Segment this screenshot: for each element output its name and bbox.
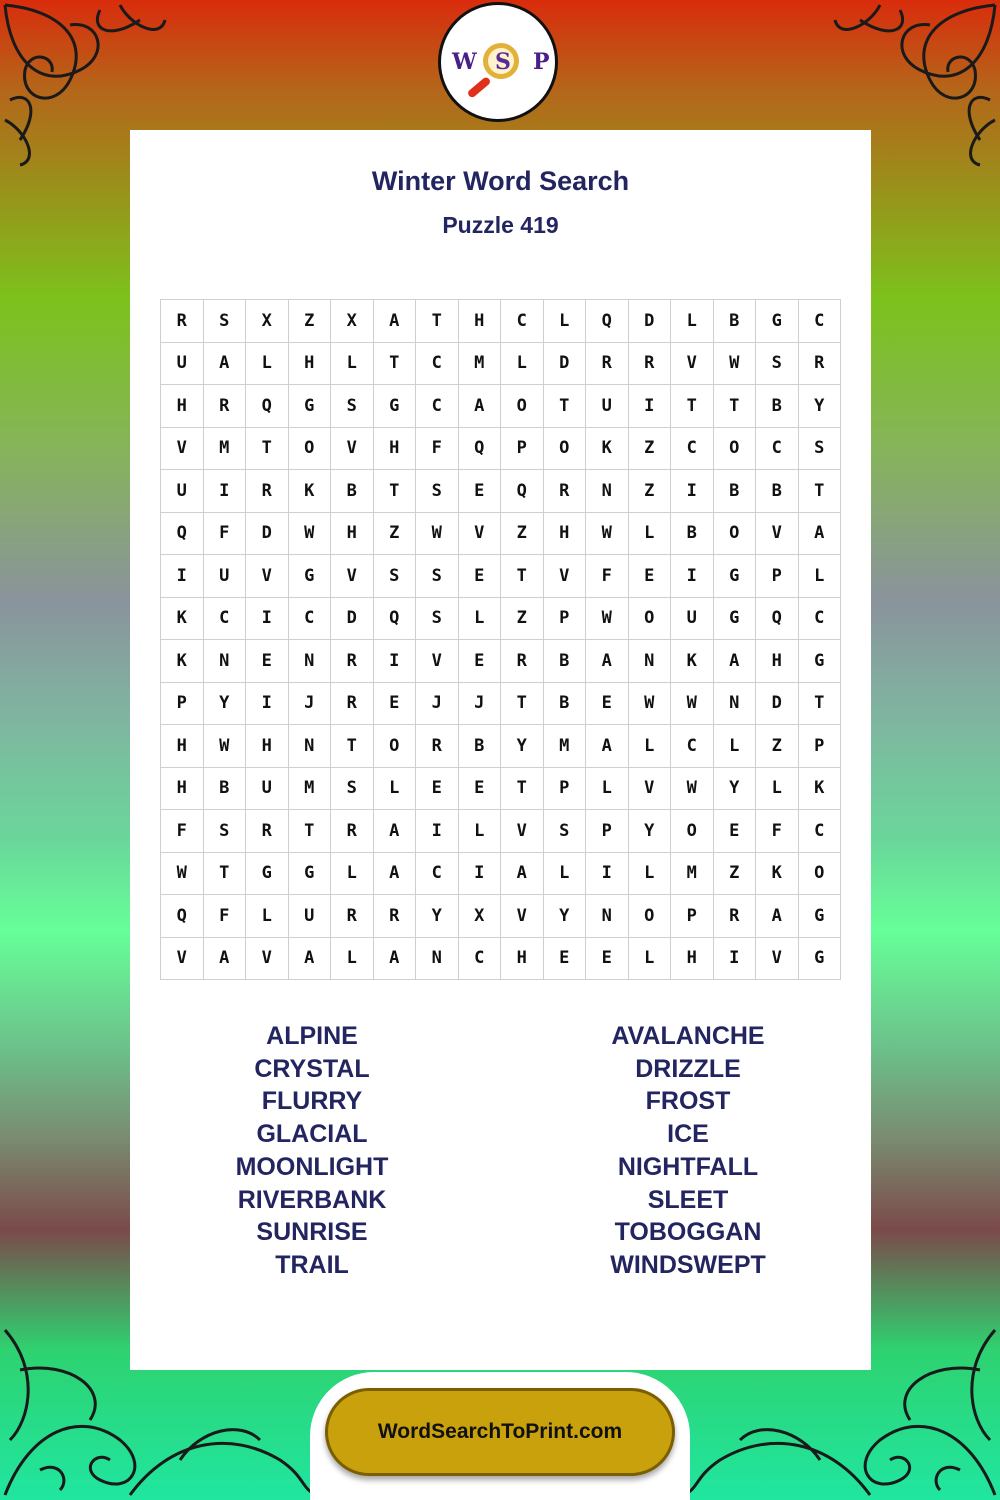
- grid-cell[interactable]: L: [629, 938, 672, 981]
- grid-cell[interactable]: P: [501, 428, 544, 471]
- grid-cell[interactable]: H: [459, 300, 502, 343]
- grid-cell[interactable]: C: [671, 428, 714, 471]
- grid-cell[interactable]: R: [331, 810, 374, 853]
- grid-cell[interactable]: H: [501, 938, 544, 981]
- grid-cell[interactable]: R: [799, 343, 842, 386]
- grid-cell[interactable]: R: [629, 343, 672, 386]
- grid-cell[interactable]: L: [544, 300, 587, 343]
- grid-cell[interactable]: Y: [416, 895, 459, 938]
- grid-cell[interactable]: N: [629, 640, 672, 683]
- grid-cell[interactable]: T: [714, 385, 757, 428]
- grid-cell[interactable]: X: [459, 895, 502, 938]
- grid-cell[interactable]: R: [204, 385, 247, 428]
- grid-cell[interactable]: D: [629, 300, 672, 343]
- grid-cell[interactable]: L: [246, 343, 289, 386]
- grid-cell[interactable]: V: [629, 768, 672, 811]
- grid-cell[interactable]: N: [586, 470, 629, 513]
- grid-cell[interactable]: O: [374, 725, 417, 768]
- grid-cell[interactable]: C: [671, 725, 714, 768]
- word-list-item: SUNRISE: [256, 1218, 368, 1247]
- logo-letter-p: P: [533, 49, 550, 75]
- grid-cell[interactable]: G: [289, 853, 332, 896]
- grid-cell[interactable]: Y: [629, 810, 672, 853]
- grid-cell[interactable]: B: [714, 470, 757, 513]
- grid-cell[interactable]: G: [714, 598, 757, 641]
- grid-cell[interactable]: P: [671, 895, 714, 938]
- puzzle-sheet: [130, 130, 871, 1370]
- grid-cell[interactable]: L: [756, 768, 799, 811]
- word-list-item: RIVERBANK: [237, 1185, 387, 1214]
- grid-cell[interactable]: N: [204, 640, 247, 683]
- grid-cell[interactable]: K: [799, 768, 842, 811]
- grid-cell[interactable]: C: [756, 428, 799, 471]
- grid-cell[interactable]: H: [756, 640, 799, 683]
- grid-cell[interactable]: G: [289, 385, 332, 428]
- grid-cell[interactable]: Q: [246, 385, 289, 428]
- word-list-item: DRIZZLE: [635, 1054, 741, 1083]
- grid-cell[interactable]: U: [161, 470, 204, 513]
- word-list-item: TRAIL: [275, 1250, 349, 1279]
- grid-cell[interactable]: P: [799, 725, 842, 768]
- word-list-item: TOBOGGAN: [614, 1218, 762, 1247]
- word-list-right-column: [538, 1020, 838, 1282]
- grid-cell[interactable]: D: [544, 343, 587, 386]
- grid-cell[interactable]: R: [331, 895, 374, 938]
- magnifier-handle-icon: [467, 76, 492, 99]
- grid-cell[interactable]: U: [246, 768, 289, 811]
- website-link-button[interactable]: WordSearchToPrint.com: [325, 1388, 675, 1476]
- grid-cell[interactable]: N: [714, 683, 757, 726]
- grid-cell[interactable]: M: [459, 343, 502, 386]
- grid-cell[interactable]: E: [714, 810, 757, 853]
- grid-cell[interactable]: R: [586, 343, 629, 386]
- grid-cell[interactable]: I: [459, 853, 502, 896]
- grid-cell[interactable]: S: [416, 470, 459, 513]
- grid-cell[interactable]: W: [161, 853, 204, 896]
- grid-cell[interactable]: O: [714, 513, 757, 556]
- grid-cell[interactable]: M: [671, 853, 714, 896]
- grid-cell[interactable]: Z: [289, 300, 332, 343]
- grid-cell[interactable]: Y: [714, 768, 757, 811]
- grid-cell[interactable]: Q: [756, 598, 799, 641]
- grid-cell[interactable]: G: [799, 938, 842, 981]
- grid-cell[interactable]: S: [331, 768, 374, 811]
- grid-cell[interactable]: T: [544, 385, 587, 428]
- grid-cell[interactable]: Z: [629, 470, 672, 513]
- grid-cell[interactable]: U: [586, 385, 629, 428]
- grid-cell[interactable]: F: [204, 895, 247, 938]
- grid-cell[interactable]: D: [756, 683, 799, 726]
- grid-cell[interactable]: T: [374, 470, 417, 513]
- word-list-item: NIGHTFALL: [617, 1152, 759, 1181]
- grid-cell[interactable]: R: [501, 640, 544, 683]
- word-list-item: AVALANCHE: [611, 1022, 765, 1050]
- grid-cell[interactable]: C: [416, 343, 459, 386]
- grid-cell[interactable]: A: [374, 853, 417, 896]
- grid-cell[interactable]: L: [331, 343, 374, 386]
- grid-cell[interactable]: L: [246, 895, 289, 938]
- grid-cell[interactable]: Z: [501, 513, 544, 556]
- grid-cell[interactable]: A: [289, 938, 332, 981]
- grid-cell[interactable]: W: [586, 598, 629, 641]
- grid-cell[interactable]: H: [331, 513, 374, 556]
- grid-cell[interactable]: T: [204, 853, 247, 896]
- grid-cell[interactable]: C: [289, 598, 332, 641]
- grid-cell[interactable]: Z: [374, 513, 417, 556]
- grid-cell[interactable]: L: [331, 938, 374, 981]
- grid-cell[interactable]: V: [416, 640, 459, 683]
- grid-cell[interactable]: D: [331, 598, 374, 641]
- grid-cell[interactable]: V: [501, 895, 544, 938]
- grid-cell[interactable]: E: [586, 938, 629, 981]
- grid-cell[interactable]: G: [799, 895, 842, 938]
- grid-cell[interactable]: R: [714, 895, 757, 938]
- grid-cell[interactable]: I: [714, 938, 757, 981]
- grid-cell[interactable]: I: [161, 555, 204, 598]
- grid-cell[interactable]: B: [756, 470, 799, 513]
- grid-cell[interactable]: A: [459, 385, 502, 428]
- grid-cell[interactable]: F: [204, 513, 247, 556]
- grid-cell[interactable]: O: [799, 853, 842, 896]
- grid-cell[interactable]: V: [501, 810, 544, 853]
- grid-cell[interactable]: U: [204, 555, 247, 598]
- grid-cell[interactable]: H: [161, 725, 204, 768]
- grid-cell[interactable]: R: [331, 683, 374, 726]
- grid-cell[interactable]: O: [289, 428, 332, 471]
- grid-cell[interactable]: C: [799, 300, 842, 343]
- grid-cell[interactable]: T: [331, 725, 374, 768]
- grid-cell[interactable]: A: [586, 725, 629, 768]
- grid-cell[interactable]: H: [374, 428, 417, 471]
- grid-cell[interactable]: L: [331, 853, 374, 896]
- grid-cell[interactable]: H: [289, 343, 332, 386]
- grid-cell[interactable]: T: [799, 683, 842, 726]
- grid-cell[interactable]: S: [331, 385, 374, 428]
- grid-cell[interactable]: C: [459, 938, 502, 981]
- grid-cell[interactable]: K: [161, 640, 204, 683]
- grid-cell[interactable]: W: [416, 513, 459, 556]
- grid-cell[interactable]: Y: [501, 725, 544, 768]
- word-list-item: WINDSWEPT: [610, 1250, 766, 1279]
- grid-cell[interactable]: Y: [204, 683, 247, 726]
- grid-cell[interactable]: I: [671, 555, 714, 598]
- grid-cell[interactable]: Y: [799, 385, 842, 428]
- grid-cell[interactable]: C: [799, 810, 842, 853]
- grid-cell[interactable]: H: [544, 513, 587, 556]
- grid-cell[interactable]: A: [714, 640, 757, 683]
- grid-cell[interactable]: S: [799, 428, 842, 471]
- grid-cell[interactable]: I: [246, 598, 289, 641]
- grid-cell[interactable]: E: [416, 768, 459, 811]
- grid-cell[interactable]: W: [629, 683, 672, 726]
- grid-cell[interactable]: Z: [714, 853, 757, 896]
- grid-cell[interactable]: F: [416, 428, 459, 471]
- grid-cell[interactable]: G: [714, 555, 757, 598]
- grid-cell[interactable]: W: [586, 513, 629, 556]
- grid-cell[interactable]: I: [671, 470, 714, 513]
- grid-cell[interactable]: R: [331, 640, 374, 683]
- grid-cell[interactable]: T: [416, 300, 459, 343]
- grid-cell[interactable]: S: [416, 598, 459, 641]
- grid-cell[interactable]: W: [204, 725, 247, 768]
- grid-cell[interactable]: S: [416, 555, 459, 598]
- grid-cell[interactable]: X: [246, 300, 289, 343]
- grid-cell[interactable]: P: [586, 810, 629, 853]
- grid-cell[interactable]: I: [246, 683, 289, 726]
- grid-cell[interactable]: L: [629, 853, 672, 896]
- grid-cell[interactable]: H: [246, 725, 289, 768]
- grid-cell[interactable]: T: [246, 428, 289, 471]
- grid-cell[interactable]: I: [629, 385, 672, 428]
- grid-cell[interactable]: V: [246, 938, 289, 981]
- grid-cell[interactable]: T: [501, 683, 544, 726]
- grid-cell[interactable]: T: [671, 385, 714, 428]
- grid-cell[interactable]: Z: [629, 428, 672, 471]
- grid-cell[interactable]: R: [246, 810, 289, 853]
- grid-cell[interactable]: V: [246, 555, 289, 598]
- grid-cell[interactable]: H: [671, 938, 714, 981]
- grid-cell[interactable]: E: [629, 555, 672, 598]
- grid-cell[interactable]: H: [161, 385, 204, 428]
- grid-cell[interactable]: B: [714, 300, 757, 343]
- grid-cell[interactable]: V: [671, 343, 714, 386]
- grid-cell[interactable]: C: [501, 300, 544, 343]
- grid-cell[interactable]: L: [586, 768, 629, 811]
- grid-cell[interactable]: G: [799, 640, 842, 683]
- grid-cell[interactable]: L: [671, 300, 714, 343]
- grid-cell[interactable]: C: [416, 385, 459, 428]
- grid-cell[interactable]: S: [204, 300, 247, 343]
- grid-cell[interactable]: L: [629, 513, 672, 556]
- grid-cell[interactable]: A: [374, 938, 417, 981]
- grid-cell[interactable]: U: [161, 343, 204, 386]
- grid-cell[interactable]: K: [671, 640, 714, 683]
- grid-cell[interactable]: H: [161, 768, 204, 811]
- grid-cell[interactable]: A: [756, 895, 799, 938]
- grid-cell[interactable]: J: [289, 683, 332, 726]
- site-logo[interactable]: [438, 2, 558, 122]
- grid-cell[interactable]: N: [289, 640, 332, 683]
- logo-letter-w: W: [452, 49, 477, 75]
- grid-cell[interactable]: V: [544, 555, 587, 598]
- grid-cell[interactable]: N: [289, 725, 332, 768]
- grid-cell[interactable]: E: [459, 555, 502, 598]
- grid-cell[interactable]: F: [756, 810, 799, 853]
- grid-cell[interactable]: F: [586, 555, 629, 598]
- grid-cell[interactable]: B: [544, 640, 587, 683]
- grid-cell[interactable]: Q: [161, 895, 204, 938]
- grid-cell[interactable]: W: [714, 343, 757, 386]
- grid-cell[interactable]: R: [416, 725, 459, 768]
- grid-cell[interactable]: V: [161, 428, 204, 471]
- grid-cell[interactable]: K: [586, 428, 629, 471]
- grid-cell[interactable]: B: [331, 470, 374, 513]
- word-list-item: CRYSTAL: [254, 1054, 370, 1083]
- grid-cell[interactable]: C: [799, 598, 842, 641]
- grid-cell[interactable]: F: [161, 810, 204, 853]
- grid-cell[interactable]: X: [331, 300, 374, 343]
- grid-cell[interactable]: I: [586, 853, 629, 896]
- grid-cell[interactable]: P: [161, 683, 204, 726]
- grid-cell[interactable]: V: [756, 513, 799, 556]
- grid-cell[interactable]: J: [416, 683, 459, 726]
- grid-cell[interactable]: M: [204, 428, 247, 471]
- grid-cell[interactable]: Q: [459, 428, 502, 471]
- grid-cell[interactable]: P: [544, 768, 587, 811]
- grid-cell[interactable]: M: [289, 768, 332, 811]
- grid-cell[interactable]: O: [671, 810, 714, 853]
- grid-cell[interactable]: B: [756, 385, 799, 428]
- word-list-item: FROST: [645, 1087, 731, 1116]
- grid-cell[interactable]: S: [374, 555, 417, 598]
- grid-cell[interactable]: W: [671, 768, 714, 811]
- grid-cell[interactable]: R: [374, 895, 417, 938]
- grid-cell[interactable]: E: [544, 938, 587, 981]
- grid-cell[interactable]: D: [246, 513, 289, 556]
- grid-cell[interactable]: I: [204, 470, 247, 513]
- grid-cell[interactable]: V: [331, 428, 374, 471]
- grid-cell[interactable]: L: [799, 555, 842, 598]
- grid-cell[interactable]: U: [671, 598, 714, 641]
- grid-cell[interactable]: E: [374, 683, 417, 726]
- grid-cell[interactable]: B: [544, 683, 587, 726]
- grid-cell[interactable]: O: [629, 598, 672, 641]
- word-list-item: SLEET: [647, 1185, 729, 1214]
- grid-cell[interactable]: U: [289, 895, 332, 938]
- grid-cell[interactable]: P: [544, 598, 587, 641]
- grid-cell[interactable]: S: [204, 810, 247, 853]
- logo-letter-s: S: [495, 49, 511, 75]
- grid-cell[interactable]: O: [501, 385, 544, 428]
- grid-cell[interactable]: C: [204, 598, 247, 641]
- grid-cell[interactable]: T: [501, 555, 544, 598]
- grid-cell[interactable]: L: [459, 598, 502, 641]
- word-list-item: MOONLIGHT: [235, 1152, 389, 1181]
- grid-cell[interactable]: E: [459, 768, 502, 811]
- grid-cell[interactable]: T: [799, 470, 842, 513]
- grid-cell[interactable]: Q: [161, 513, 204, 556]
- grid-cell[interactable]: A: [374, 300, 417, 343]
- grid-cell[interactable]: E: [459, 640, 502, 683]
- grid-cell[interactable]: T: [501, 768, 544, 811]
- letter-grid: [160, 299, 841, 980]
- grid-cell[interactable]: B: [204, 768, 247, 811]
- grid-cell[interactable]: C: [416, 853, 459, 896]
- grid-cell[interactable]: O: [714, 428, 757, 471]
- grid-cell[interactable]: L: [374, 768, 417, 811]
- grid-cell[interactable]: L: [714, 725, 757, 768]
- grid-cell[interactable]: T: [374, 343, 417, 386]
- grid-cell[interactable]: A: [204, 343, 247, 386]
- word-list-item: FLURRY: [261, 1087, 363, 1116]
- grid-cell[interactable]: N: [416, 938, 459, 981]
- grid-cell[interactable]: L: [501, 343, 544, 386]
- grid-cell[interactable]: V: [161, 938, 204, 981]
- grid-cell[interactable]: L: [629, 725, 672, 768]
- word-list-left-column: [162, 1020, 462, 1282]
- grid-cell[interactable]: Q: [374, 598, 417, 641]
- grid-cell[interactable]: K: [289, 470, 332, 513]
- grid-cell[interactable]: Z: [756, 725, 799, 768]
- grid-cell[interactable]: A: [799, 513, 842, 556]
- grid-cell[interactable]: K: [756, 853, 799, 896]
- grid-cell[interactable]: R: [544, 470, 587, 513]
- grid-cell[interactable]: W: [289, 513, 332, 556]
- grid-cell[interactable]: W: [671, 683, 714, 726]
- grid-cell[interactable]: Q: [586, 300, 629, 343]
- grid-cell[interactable]: G: [289, 555, 332, 598]
- grid-cell[interactable]: S: [756, 343, 799, 386]
- grid-cell[interactable]: G: [246, 853, 289, 896]
- grid-cell[interactable]: P: [756, 555, 799, 598]
- grid-cell[interactable]: A: [501, 853, 544, 896]
- page-title: Winter Word Search: [371, 166, 630, 196]
- grid-cell[interactable]: J: [459, 683, 502, 726]
- grid-cell[interactable]: L: [544, 853, 587, 896]
- grid-cell[interactable]: K: [161, 598, 204, 641]
- grid-cell[interactable]: Z: [501, 598, 544, 641]
- grid-cell[interactable]: B: [671, 513, 714, 556]
- grid-cell[interactable]: I: [416, 810, 459, 853]
- grid-cell[interactable]: A: [374, 810, 417, 853]
- grid-cell[interactable]: N: [586, 895, 629, 938]
- grid-cell[interactable]: B: [459, 725, 502, 768]
- grid-cell[interactable]: E: [246, 640, 289, 683]
- puzzle-number: Puzzle 419: [442, 212, 559, 238]
- grid-cell[interactable]: O: [544, 428, 587, 471]
- grid-cell[interactable]: G: [374, 385, 417, 428]
- grid-cell[interactable]: S: [544, 810, 587, 853]
- grid-cell[interactable]: A: [204, 938, 247, 981]
- grid-cell[interactable]: E: [459, 470, 502, 513]
- grid-cell[interactable]: M: [544, 725, 587, 768]
- grid-cell[interactable]: E: [586, 683, 629, 726]
- grid-cell[interactable]: A: [586, 640, 629, 683]
- grid-cell[interactable]: R: [246, 470, 289, 513]
- grid-cell[interactable]: V: [459, 513, 502, 556]
- word-list-item: ALPINE: [266, 1022, 358, 1050]
- grid-cell[interactable]: Q: [501, 470, 544, 513]
- grid-cell[interactable]: G: [756, 300, 799, 343]
- grid-cell[interactable]: L: [459, 810, 502, 853]
- word-list-item: GLACIAL: [256, 1120, 368, 1149]
- grid-cell[interactable]: T: [289, 810, 332, 853]
- word-list-item: ICE: [667, 1120, 709, 1149]
- grid-cell[interactable]: Y: [544, 895, 587, 938]
- grid-cell[interactable]: I: [374, 640, 417, 683]
- grid-cell[interactable]: O: [629, 895, 672, 938]
- grid-cell[interactable]: V: [331, 555, 374, 598]
- grid-cell[interactable]: V: [756, 938, 799, 981]
- grid-cell[interactable]: R: [161, 300, 204, 343]
